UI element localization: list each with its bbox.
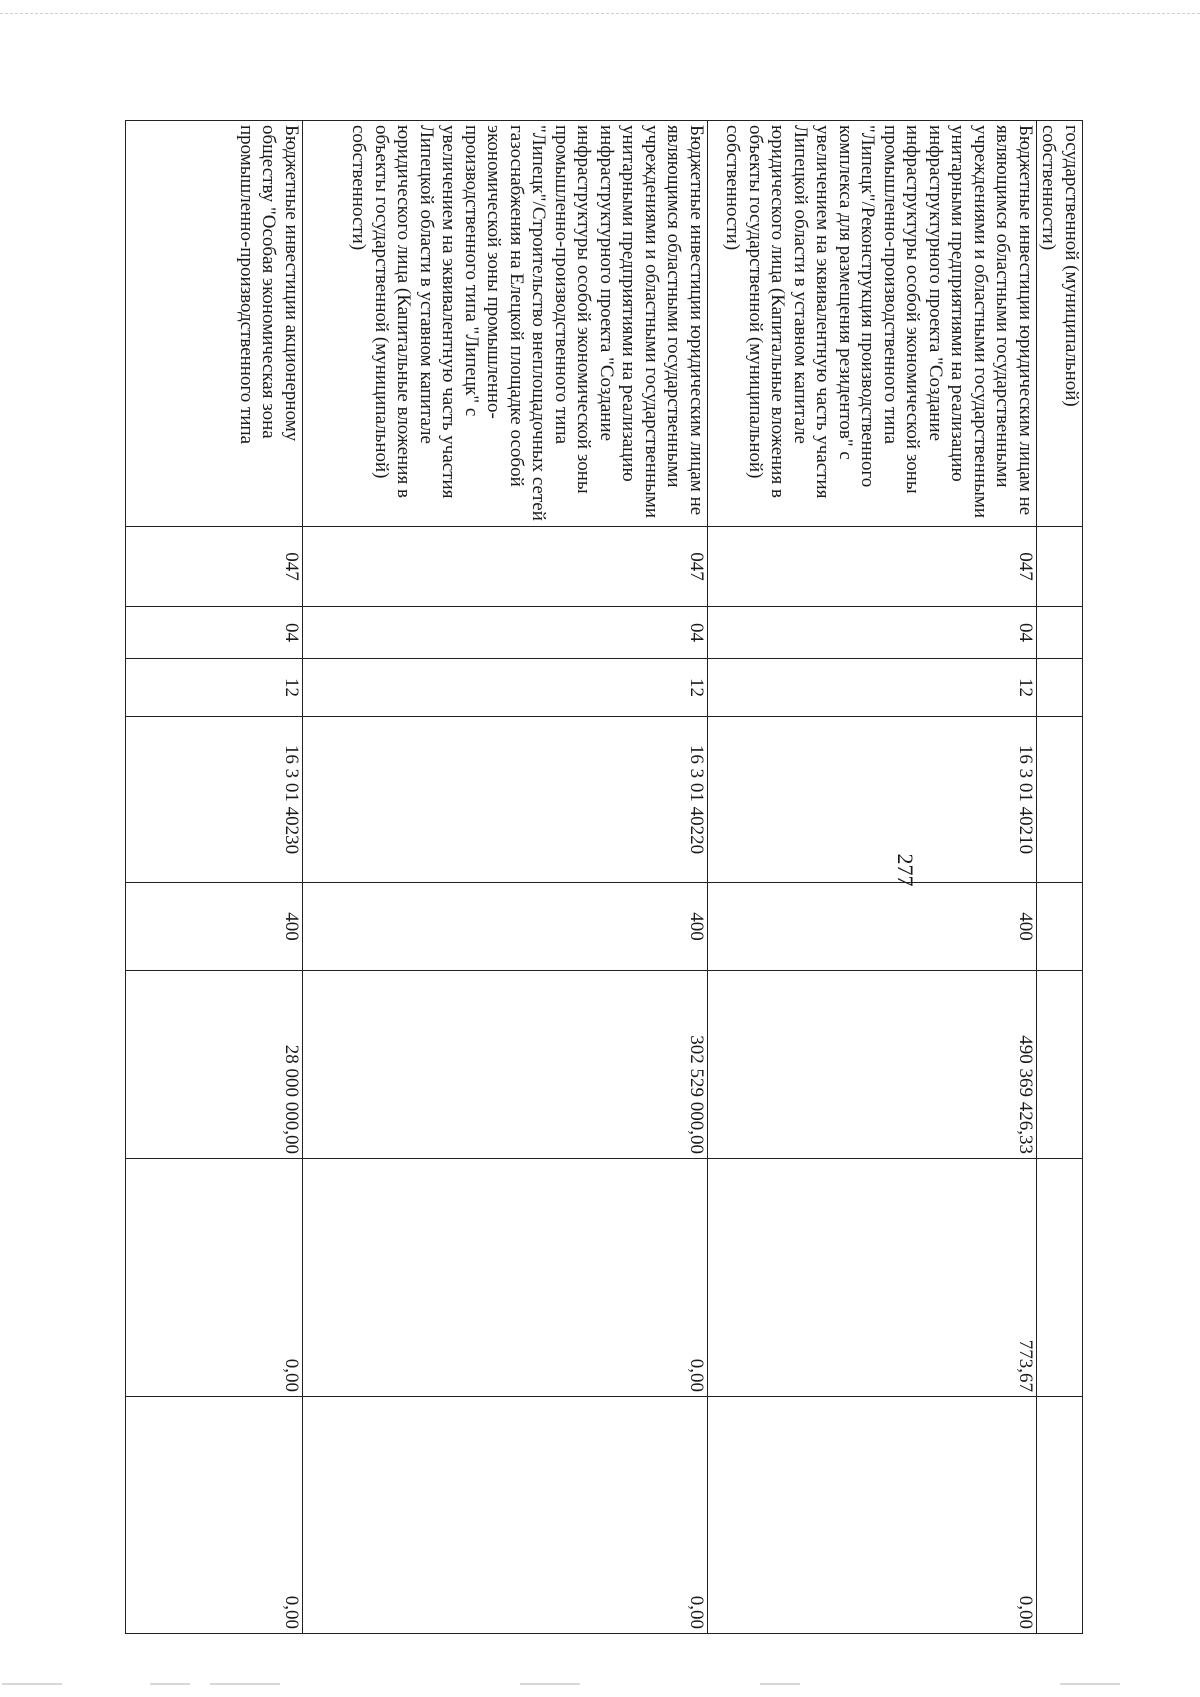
cell-name: Бюджетные инвестиции юридическим лицам не являющимся областными государственными учреждениями и областными государственными унитарными предприятиями на реализацию инфраструктурного проекта "Создание инфраструктуры особой экономической зоны промышленно-производственного типа "Липецк"/Строительство внеплощадочных сетей газоснабжения на Елецкой площадке особой экономической зоны промышленно-производственного типа "Липецк" с увеличением на эквивалентную часть участия Липецкой области в уставном капитале юридического лица (Капитальные вложения в объекты государственной (муниципальной) собственности) bbox=[303, 120, 708, 526]
cell-amount-3: 0,00 bbox=[126, 1396, 303, 1633]
cell-amount-2: 773,67 bbox=[708, 1158, 1037, 1396]
cell-gr: 047 bbox=[126, 526, 303, 606]
scan-footer-marks bbox=[0, 1683, 1200, 1689]
cell-amount-3 bbox=[1037, 1396, 1083, 1633]
cell-pr: 12 bbox=[126, 658, 303, 716]
rotated-table-frame bbox=[131, 120, 1082, 1633]
cell-name: Бюджетные инвестиции акционерному обществу "Особая экономическая зона промышленно-производственного типа bbox=[126, 120, 303, 526]
cell-gr: 047 bbox=[708, 526, 1037, 606]
table-row bbox=[303, 120, 708, 1633]
cell-name: государственной (муниципальной) собственности) bbox=[1037, 120, 1083, 526]
cell-amount-3: 0,00 bbox=[708, 1396, 1037, 1633]
cell-amount-1: 28 000 000,00 bbox=[126, 970, 303, 1158]
cell-vr: 400 bbox=[708, 882, 1037, 970]
cell-csr: 16 3 01 40220 bbox=[303, 716, 708, 882]
cell-rz: 04 bbox=[126, 606, 303, 658]
cell-amount-3: 0,00 bbox=[303, 1396, 708, 1633]
cell-amount-1: 490 369 426,33 bbox=[708, 970, 1037, 1158]
cell-rz: 04 bbox=[303, 606, 708, 658]
cell-amount-2: 0,00 bbox=[126, 1158, 303, 1396]
cell-csr: 16 3 01 40210 bbox=[708, 716, 1037, 882]
cell-csr bbox=[1037, 716, 1083, 882]
cell-pr: 12 bbox=[708, 658, 1037, 716]
cell-amount-1 bbox=[1037, 970, 1083, 1158]
cell-pr bbox=[1037, 658, 1083, 716]
table-row bbox=[126, 120, 303, 1633]
cell-csr: 16 3 01 40230 bbox=[126, 716, 303, 882]
table-row bbox=[1037, 120, 1083, 1633]
cell-gr bbox=[1037, 526, 1083, 606]
table-row bbox=[708, 120, 1037, 1633]
cell-vr: 400 bbox=[303, 882, 708, 970]
cell-name: Бюджетные инвестиции юридическим лицам не являющимся областными государственными учреждениями и областными государственными унитарными предприятиями на реализацию инфраструктурного проекта "Создание инфраструктуры особой экономической зоны промышленно-производственного типа "Липецк"/Реконструкция производственного комплекса для размещения резидентов" с увеличением на эквивалентную часть участия Липецкой области в уставном капитале юридического лица (Капитальные вложения в объекты государственной (муниципальной) собственности) bbox=[708, 120, 1037, 526]
cell-rz: 04 bbox=[708, 606, 1037, 658]
page-number: 277 bbox=[893, 853, 918, 887]
cell-amount-2: 0,00 bbox=[303, 1158, 708, 1396]
cell-pr: 12 bbox=[303, 658, 708, 716]
cell-amount-1: 302 529 000,00 bbox=[303, 970, 708, 1158]
cell-rz bbox=[1037, 606, 1083, 658]
cell-vr: 400 bbox=[126, 882, 303, 970]
cell-vr bbox=[1037, 882, 1083, 970]
scan-edge-line bbox=[0, 13, 1200, 14]
cell-gr: 047 bbox=[303, 526, 708, 606]
cell-amount-2 bbox=[1037, 1158, 1083, 1396]
budget-table bbox=[125, 120, 1083, 1634]
